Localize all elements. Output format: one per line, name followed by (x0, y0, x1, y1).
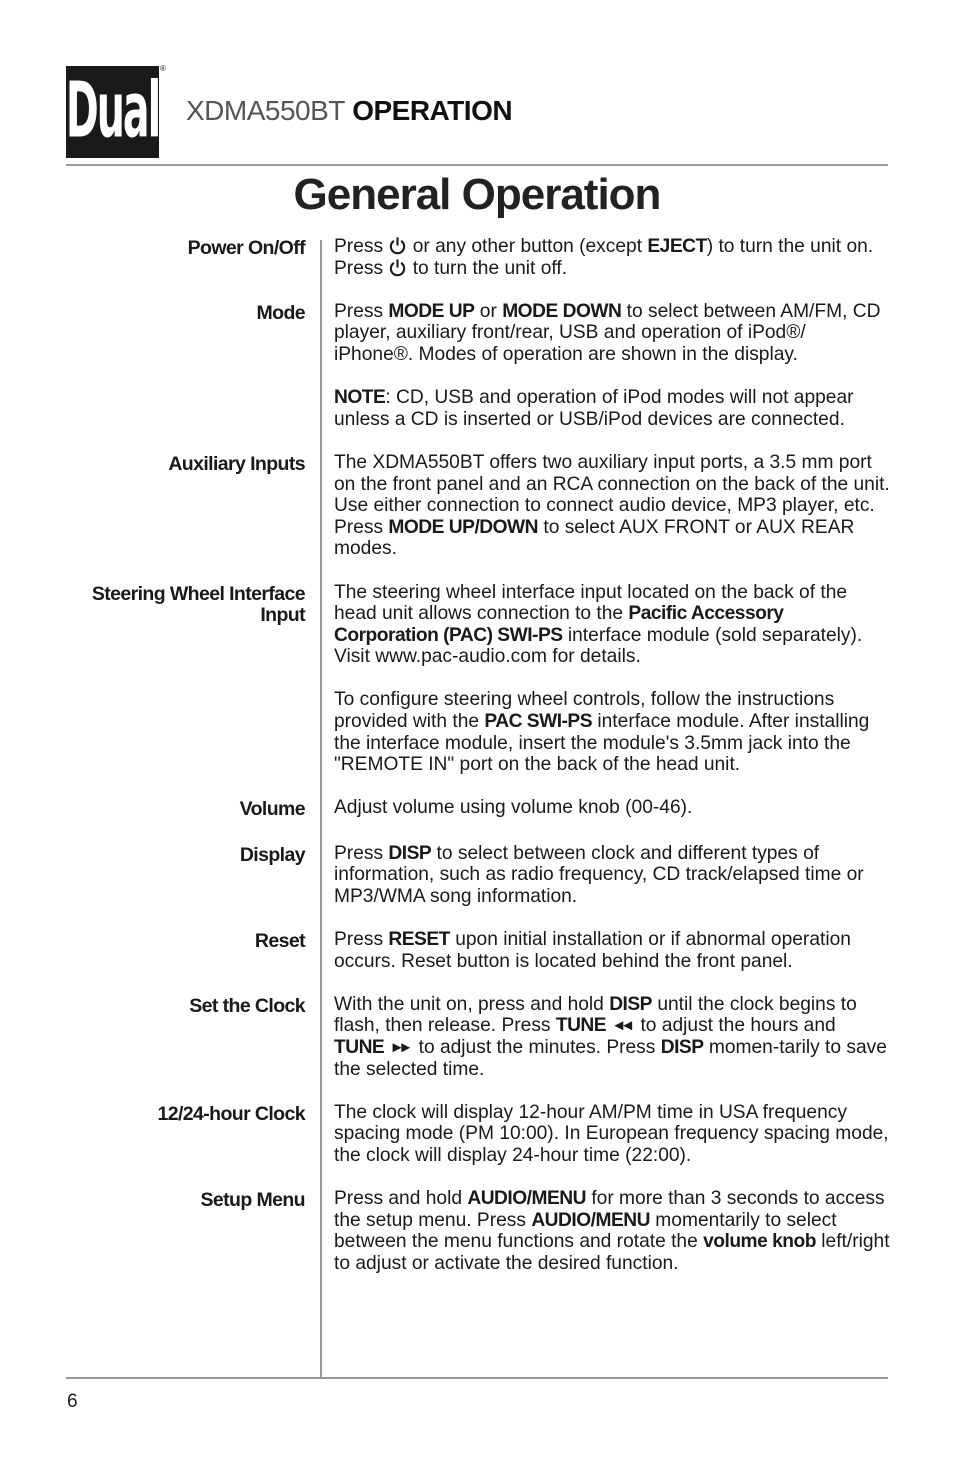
registered-mark: ® (160, 64, 166, 73)
page-number: 6 (67, 1391, 78, 1412)
text: to turn the unit off. (407, 257, 568, 279)
header-model: XDMA550BT (186, 95, 345, 126)
section-label: Power On/Off (187, 237, 305, 259)
text: To configure steering wheel controls, follow the instructions provided with the (334, 689, 835, 733)
power-icon (388, 236, 407, 255)
section-label (0, 582, 305, 776)
keyword-disp: DISP (660, 1036, 704, 1058)
text: Press (334, 929, 389, 950)
text: interface module (sold separately). Visit www.pac-audio.com for details. (334, 624, 863, 668)
keyword-tune: TUNE (334, 1036, 385, 1058)
keyword-reset: RESET (388, 929, 450, 950)
section-mode (0, 301, 954, 431)
keyword-disp: DISP (609, 993, 652, 1015)
rewind-icon: ◄◄ (611, 1017, 630, 1035)
keyword-mode-up-down: MODE UP/DOWN (388, 516, 539, 538)
text: Press (334, 300, 389, 322)
keyword-audio-menu: AUDIO/MENU (531, 1209, 650, 1231)
fast-forward-icon: ►► (389, 1038, 408, 1056)
section-body (334, 1102, 890, 1167)
section-body (334, 929, 890, 972)
section-label: Volume (239, 798, 305, 821)
text: for more than 3 seconds to access the setup menu. Press (334, 1188, 885, 1231)
text: interface module. After installing the interface module, insert the module's 3.5mm jack into the "REMOTE IN" port on the back of the head unit. (334, 711, 870, 776)
section-body (334, 582, 890, 776)
text: to select between AM/FM, CD player, auxiliary front/rear, USB and operation of iPod®/ iPhone®. Modes of operation are shown in the display. (334, 300, 881, 365)
section-body (334, 843, 890, 908)
text: upon initial installation or if abnormal operation occurs. Reset button is located behind the front panel. (334, 929, 851, 972)
keyword-eject: EJECT (647, 236, 707, 257)
text: The XDMA550BT offers two auxiliary input ports, a 3.5 mm port on the front panel and an RCA connection on the back of the unit. Use either connection to connect audio device, MP3 player, etc. Press (334, 451, 890, 538)
text: left/right to adjust or activate the desired function. (334, 1231, 890, 1274)
header-title (186, 95, 512, 127)
section-label: Reset (254, 930, 305, 952)
text: ) to turn the unit on. Press (334, 236, 874, 279)
section-display (0, 843, 954, 908)
section-body (334, 797, 890, 821)
section-body (334, 301, 890, 431)
text: or any other button (except (407, 236, 648, 257)
section-label: Mode (256, 301, 305, 324)
text: With the unit on, press and hold (334, 993, 610, 1015)
section-power (0, 236, 954, 279)
section-steering-wheel (0, 582, 954, 776)
text: or (474, 300, 503, 322)
keyword-pac-swi-ps: PAC SWI-PS (484, 711, 593, 733)
text: The steering wheel interface input located on the back of the head unit allows connection to the (334, 581, 848, 625)
section-volume (0, 797, 954, 821)
section-label: Set the Clock (189, 994, 305, 1017)
label-line: Input (260, 604, 305, 627)
footer-divider (66, 1377, 888, 1379)
text: to select AUX FRONT or AUX REAR modes. (334, 516, 855, 560)
text: momentarily to select between the menu functions and rotate the (334, 1209, 837, 1253)
header-section: OPERATION (352, 95, 513, 126)
section-12-24-hour-clock (0, 1102, 954, 1167)
power-icon (388, 258, 407, 277)
note-text: : CD, USB and operation of iPod modes will not appear unless a CD is inserted or USB/iPod devices are connected. (334, 387, 854, 430)
text: Press and hold (334, 1188, 468, 1210)
keyword-volume-knob: volume knob (703, 1231, 816, 1253)
page-title: General Operation (293, 170, 661, 219)
text: Press (334, 236, 389, 257)
text: The clock will display 12-hour AM/PM time in USA frequency spacing mode (PM 10:00). In European frequency spacing mode, the clock will display 24-hour time (22:00). (334, 1101, 889, 1166)
section-body (334, 452, 890, 560)
section-set-clock (0, 994, 954, 1080)
keyword-tune: TUNE (555, 1015, 607, 1037)
section-auxiliary-inputs (0, 452, 954, 560)
keyword-audio-menu: AUDIO/MENU (467, 1188, 586, 1210)
section-label: Auxiliary Inputs (168, 452, 305, 475)
label-line: Steering Wheel Interface (91, 582, 305, 605)
keyword-mode-down: MODE DOWN (502, 300, 622, 322)
text: to adjust the minutes. Press (413, 1036, 661, 1058)
section-label: 12/24-hour Clock (157, 1102, 305, 1125)
section-body (334, 1188, 890, 1274)
section-label: Display (239, 843, 305, 866)
keyword-disp: DISP (388, 842, 432, 864)
text: to select between clock and different types of information, such as radio frequency, CD track/elapsed time or MP3/WMA song information. (334, 842, 864, 907)
text: to adjust the hours and (635, 1015, 836, 1037)
text: Press (334, 842, 389, 864)
text: momen-tarily to save the selected time. (334, 1036, 887, 1080)
section-label: Setup Menu (200, 1189, 305, 1212)
header-divider (66, 164, 888, 166)
keyword-mode-up: MODE UP (388, 300, 475, 322)
content (0, 236, 954, 1275)
note-label: NOTE (334, 387, 386, 409)
section-body (334, 994, 890, 1080)
text: until the clock begins to flash, then release. Press (334, 993, 857, 1037)
keyword-pac: Pacific Accessory Corporation (PAC) SWI-PS (334, 603, 784, 646)
section-setup-menu (0, 1188, 954, 1274)
section-reset (0, 929, 954, 972)
dual-logo (66, 66, 159, 158)
text: Adjust volume using volume knob (00-46). (334, 797, 693, 819)
logo-text: Dual (65, 66, 160, 156)
section-body (334, 236, 890, 279)
